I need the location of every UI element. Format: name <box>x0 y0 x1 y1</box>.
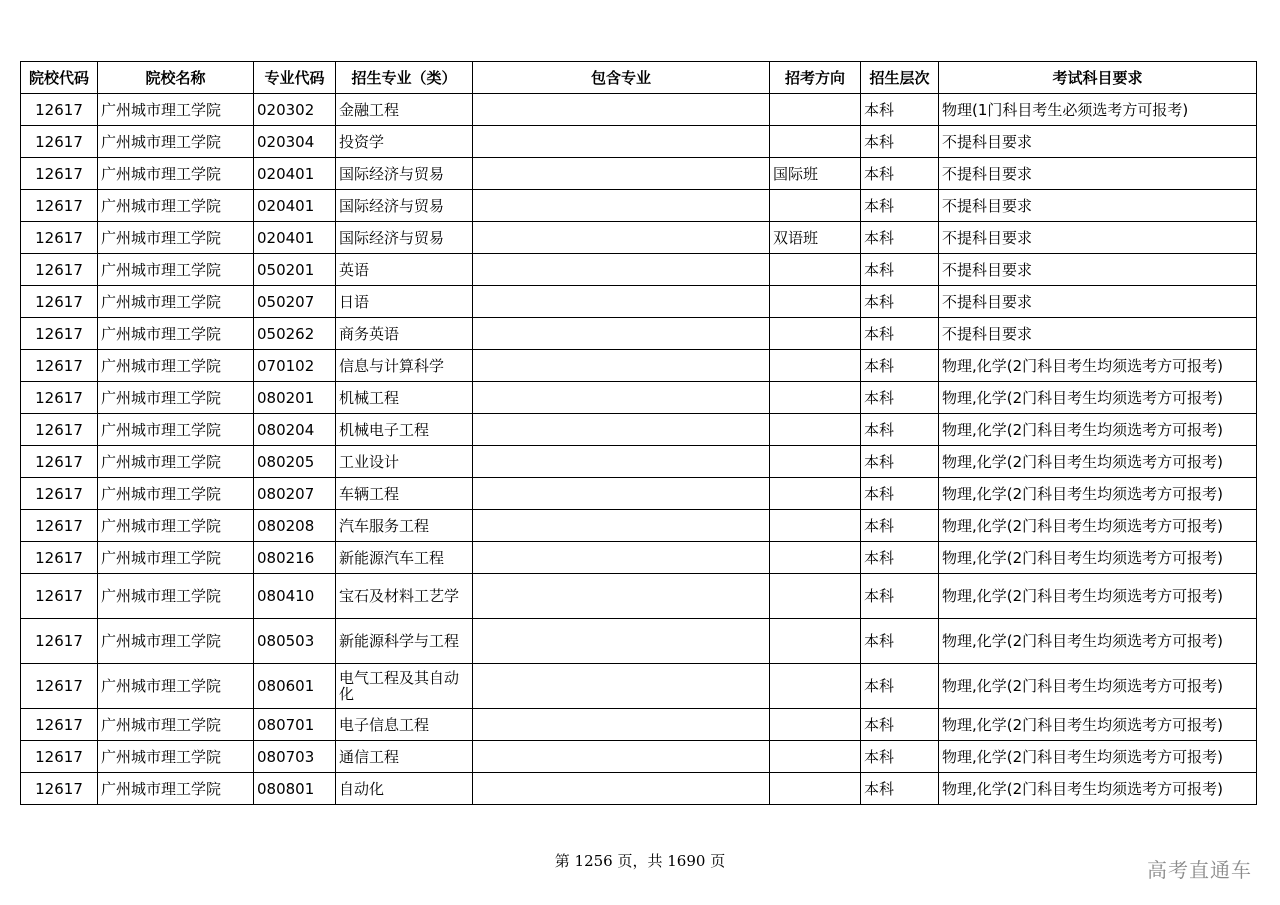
cell-level: 本科 <box>861 126 939 158</box>
table-row <box>21 94 1257 126</box>
cell-subject-requirement: 不提科目要求 <box>939 254 1257 286</box>
cell-school-name: 广州城市理工学院 <box>98 382 254 414</box>
cell-included-majors <box>473 773 770 805</box>
cell-major: 英语 <box>336 254 473 286</box>
cell-level: 本科 <box>861 446 939 478</box>
table-row <box>21 446 1257 478</box>
table-row <box>21 510 1257 542</box>
cell-subject-requirement: 物理,化学(2门科目考生均须选考方可报考) <box>939 619 1257 664</box>
cell-included-majors <box>473 510 770 542</box>
cell-subject-requirement: 不提科目要求 <box>939 190 1257 222</box>
cell-school-name: 广州城市理工学院 <box>98 773 254 805</box>
table-body <box>21 94 1257 805</box>
cell-major: 机械电子工程 <box>336 414 473 446</box>
cell-included-majors <box>473 318 770 350</box>
cell-included-majors <box>473 741 770 773</box>
table-row <box>21 574 1257 619</box>
cell-included-majors <box>473 222 770 254</box>
cell-school-code: 12617 <box>21 619 98 664</box>
cell-major-code: 080703 <box>254 741 336 773</box>
cell-subject-requirement: 不提科目要求 <box>939 222 1257 254</box>
cell-major: 国际经济与贸易 <box>336 158 473 190</box>
table-row <box>21 414 1257 446</box>
cell-major: 日语 <box>336 286 473 318</box>
cell-school-name: 广州城市理工学院 <box>98 574 254 619</box>
cell-major: 新能源汽车工程 <box>336 542 473 574</box>
cell-school-code: 12617 <box>21 94 98 126</box>
cell-major: 宝石及材料工艺学 <box>336 574 473 619</box>
cell-included-majors <box>473 286 770 318</box>
cell-included-majors <box>473 542 770 574</box>
cell-included-majors <box>473 158 770 190</box>
header-subject-requirement: 考试科目要求 <box>939 62 1257 94</box>
header-major-code: 专业代码 <box>254 62 336 94</box>
header-direction: 招考方向 <box>770 62 861 94</box>
cell-subject-requirement: 物理(1门科目考生必须选考方可报考) <box>939 94 1257 126</box>
cell-school-code: 12617 <box>21 664 98 709</box>
cell-level: 本科 <box>861 773 939 805</box>
cell-major: 商务英语 <box>336 318 473 350</box>
cell-level: 本科 <box>861 574 939 619</box>
cell-major: 电子信息工程 <box>336 709 473 741</box>
cell-level: 本科 <box>861 382 939 414</box>
cell-school-name: 广州城市理工学院 <box>98 350 254 382</box>
cell-school-name: 广州城市理工学院 <box>98 741 254 773</box>
cell-level: 本科 <box>861 94 939 126</box>
cell-school-code: 12617 <box>21 510 98 542</box>
cell-level: 本科 <box>861 741 939 773</box>
cell-major-code: 080205 <box>254 446 336 478</box>
cell-subject-requirement: 物理,化学(2门科目考生均须选考方可报考) <box>939 446 1257 478</box>
cell-major: 投资学 <box>336 126 473 158</box>
table-row <box>21 254 1257 286</box>
cell-subject-requirement: 不提科目要求 <box>939 286 1257 318</box>
table-row <box>21 382 1257 414</box>
table-row <box>21 741 1257 773</box>
cell-school-name: 广州城市理工学院 <box>98 254 254 286</box>
cell-direction <box>770 318 861 350</box>
cell-major-code: 080601 <box>254 664 336 709</box>
cell-included-majors <box>473 190 770 222</box>
table-row <box>21 709 1257 741</box>
cell-level: 本科 <box>861 664 939 709</box>
cell-major: 国际经济与贸易 <box>336 190 473 222</box>
cell-school-code: 12617 <box>21 709 98 741</box>
cell-major-code: 050262 <box>254 318 336 350</box>
cell-direction <box>770 709 861 741</box>
cell-direction <box>770 574 861 619</box>
cell-level: 本科 <box>861 414 939 446</box>
cell-included-majors <box>473 619 770 664</box>
cell-level: 本科 <box>861 190 939 222</box>
cell-level: 本科 <box>861 158 939 190</box>
cell-direction <box>770 350 861 382</box>
table-row <box>21 318 1257 350</box>
cell-major-code: 070102 <box>254 350 336 382</box>
cell-major-code: 080216 <box>254 542 336 574</box>
cell-school-name: 广州城市理工学院 <box>98 94 254 126</box>
cell-school-name: 广州城市理工学院 <box>98 318 254 350</box>
cell-school-code: 12617 <box>21 542 98 574</box>
cell-major-code: 080801 <box>254 773 336 805</box>
cell-school-name: 广州城市理工学院 <box>98 414 254 446</box>
cell-direction <box>770 382 861 414</box>
cell-subject-requirement: 物理,化学(2门科目考生均须选考方可报考) <box>939 350 1257 382</box>
cell-level: 本科 <box>861 542 939 574</box>
cell-school-name: 广州城市理工学院 <box>98 190 254 222</box>
cell-included-majors <box>473 350 770 382</box>
cell-direction <box>770 478 861 510</box>
cell-subject-requirement: 物理,化学(2门科目考生均须选考方可报考) <box>939 574 1257 619</box>
cell-school-code: 12617 <box>21 382 98 414</box>
cell-major: 国际经济与贸易 <box>336 222 473 254</box>
cell-direction: 国际班 <box>770 158 861 190</box>
table-row <box>21 350 1257 382</box>
cell-school-name: 广州城市理工学院 <box>98 286 254 318</box>
cell-direction <box>770 446 861 478</box>
cell-included-majors <box>473 382 770 414</box>
cell-direction <box>770 190 861 222</box>
header-school-code: 院校代码 <box>21 62 98 94</box>
cell-school-name: 广州城市理工学院 <box>98 664 254 709</box>
cell-level: 本科 <box>861 510 939 542</box>
cell-level: 本科 <box>861 254 939 286</box>
cell-included-majors <box>473 446 770 478</box>
cell-direction: 双语班 <box>770 222 861 254</box>
cell-school-code: 12617 <box>21 286 98 318</box>
table-row <box>21 190 1257 222</box>
cell-included-majors <box>473 709 770 741</box>
cell-direction <box>770 773 861 805</box>
cell-level: 本科 <box>861 286 939 318</box>
cell-direction <box>770 94 861 126</box>
cell-school-name: 广州城市理工学院 <box>98 158 254 190</box>
table-row <box>21 286 1257 318</box>
cell-school-code: 12617 <box>21 414 98 446</box>
cell-major: 电气工程及其自动化 <box>336 664 473 709</box>
cell-major-code: 050207 <box>254 286 336 318</box>
cell-school-code: 12617 <box>21 158 98 190</box>
table-row <box>21 619 1257 664</box>
header-major: 招生专业（类） <box>336 62 473 94</box>
cell-direction <box>770 664 861 709</box>
cell-included-majors <box>473 478 770 510</box>
cell-major-code: 020304 <box>254 126 336 158</box>
cell-major-code: 080503 <box>254 619 336 664</box>
cell-subject-requirement: 物理,化学(2门科目考生均须选考方可报考) <box>939 664 1257 709</box>
cell-major: 信息与计算科学 <box>336 350 473 382</box>
cell-subject-requirement: 物理,化学(2门科目考生均须选考方可报考) <box>939 741 1257 773</box>
header-school-name: 院校名称 <box>98 62 254 94</box>
page-number: 第 1256 页，共 1690 页 <box>554 852 726 870</box>
cell-level: 本科 <box>861 709 939 741</box>
cell-level: 本科 <box>861 318 939 350</box>
cell-direction <box>770 286 861 318</box>
cell-major-code: 020302 <box>254 94 336 126</box>
cell-included-majors <box>473 94 770 126</box>
cell-direction <box>770 126 861 158</box>
cell-school-name: 广州城市理工学院 <box>98 510 254 542</box>
cell-school-name: 广州城市理工学院 <box>98 709 254 741</box>
cell-subject-requirement: 物理,化学(2门科目考生均须选考方可报考) <box>939 542 1257 574</box>
table-row <box>21 773 1257 805</box>
admissions-table <box>20 61 1257 805</box>
cell-school-code: 12617 <box>21 446 98 478</box>
table-header-row <box>21 62 1257 94</box>
table-row <box>21 664 1257 709</box>
cell-major-code: 050201 <box>254 254 336 286</box>
cell-major-code: 020401 <box>254 222 336 254</box>
cell-direction <box>770 741 861 773</box>
header-included-majors: 包含专业 <box>473 62 770 94</box>
cell-major-code: 080201 <box>254 382 336 414</box>
cell-school-code: 12617 <box>21 318 98 350</box>
cell-major-code: 080701 <box>254 709 336 741</box>
cell-level: 本科 <box>861 619 939 664</box>
cell-included-majors <box>473 574 770 619</box>
cell-level: 本科 <box>861 350 939 382</box>
cell-subject-requirement: 不提科目要求 <box>939 158 1257 190</box>
cell-direction <box>770 254 861 286</box>
cell-school-code: 12617 <box>21 773 98 805</box>
cell-subject-requirement: 物理,化学(2门科目考生均须选考方可报考) <box>939 510 1257 542</box>
cell-subject-requirement: 物理,化学(2门科目考生均须选考方可报考) <box>939 478 1257 510</box>
cell-school-code: 12617 <box>21 741 98 773</box>
cell-school-name: 广州城市理工学院 <box>98 222 254 254</box>
cell-subject-requirement: 物理,化学(2门科目考生均须选考方可报考) <box>939 709 1257 741</box>
table-row <box>21 126 1257 158</box>
cell-school-code: 12617 <box>21 190 98 222</box>
cell-subject-requirement: 物理,化学(2门科目考生均须选考方可报考) <box>939 773 1257 805</box>
cell-included-majors <box>473 126 770 158</box>
cell-major: 工业设计 <box>336 446 473 478</box>
cell-major: 车辆工程 <box>336 478 473 510</box>
cell-subject-requirement: 不提科目要求 <box>939 318 1257 350</box>
cell-direction <box>770 510 861 542</box>
cell-school-name: 广州城市理工学院 <box>98 478 254 510</box>
header-level: 招生层次 <box>861 62 939 94</box>
cell-major-code: 080204 <box>254 414 336 446</box>
cell-major-code: 080208 <box>254 510 336 542</box>
watermark: 高考直通车 <box>1147 858 1252 882</box>
cell-school-code: 12617 <box>21 222 98 254</box>
cell-major: 汽车服务工程 <box>336 510 473 542</box>
cell-school-code: 12617 <box>21 350 98 382</box>
cell-direction <box>770 619 861 664</box>
cell-major-code: 080410 <box>254 574 336 619</box>
table-row <box>21 222 1257 254</box>
cell-major: 金融工程 <box>336 94 473 126</box>
cell-included-majors <box>473 254 770 286</box>
cell-major: 自动化 <box>336 773 473 805</box>
table-row <box>21 478 1257 510</box>
cell-subject-requirement: 物理,化学(2门科目考生均须选考方可报考) <box>939 414 1257 446</box>
cell-school-name: 广州城市理工学院 <box>98 619 254 664</box>
cell-direction <box>770 542 861 574</box>
cell-school-code: 12617 <box>21 574 98 619</box>
table-row <box>21 158 1257 190</box>
cell-level: 本科 <box>861 222 939 254</box>
cell-major-code: 080207 <box>254 478 336 510</box>
cell-major-code: 020401 <box>254 158 336 190</box>
cell-school-code: 12617 <box>21 478 98 510</box>
cell-school-name: 广州城市理工学院 <box>98 126 254 158</box>
cell-major: 机械工程 <box>336 382 473 414</box>
cell-school-name: 广州城市理工学院 <box>98 542 254 574</box>
cell-school-code: 12617 <box>21 126 98 158</box>
cell-subject-requirement: 不提科目要求 <box>939 126 1257 158</box>
table-row <box>21 542 1257 574</box>
cell-direction <box>770 414 861 446</box>
cell-level: 本科 <box>861 478 939 510</box>
cell-major: 新能源科学与工程 <box>336 619 473 664</box>
cell-subject-requirement: 物理,化学(2门科目考生均须选考方可报考) <box>939 382 1257 414</box>
cell-school-name: 广州城市理工学院 <box>98 446 254 478</box>
cell-included-majors <box>473 664 770 709</box>
cell-major-code: 020401 <box>254 190 336 222</box>
cell-included-majors <box>473 414 770 446</box>
cell-school-code: 12617 <box>21 254 98 286</box>
cell-major: 通信工程 <box>336 741 473 773</box>
